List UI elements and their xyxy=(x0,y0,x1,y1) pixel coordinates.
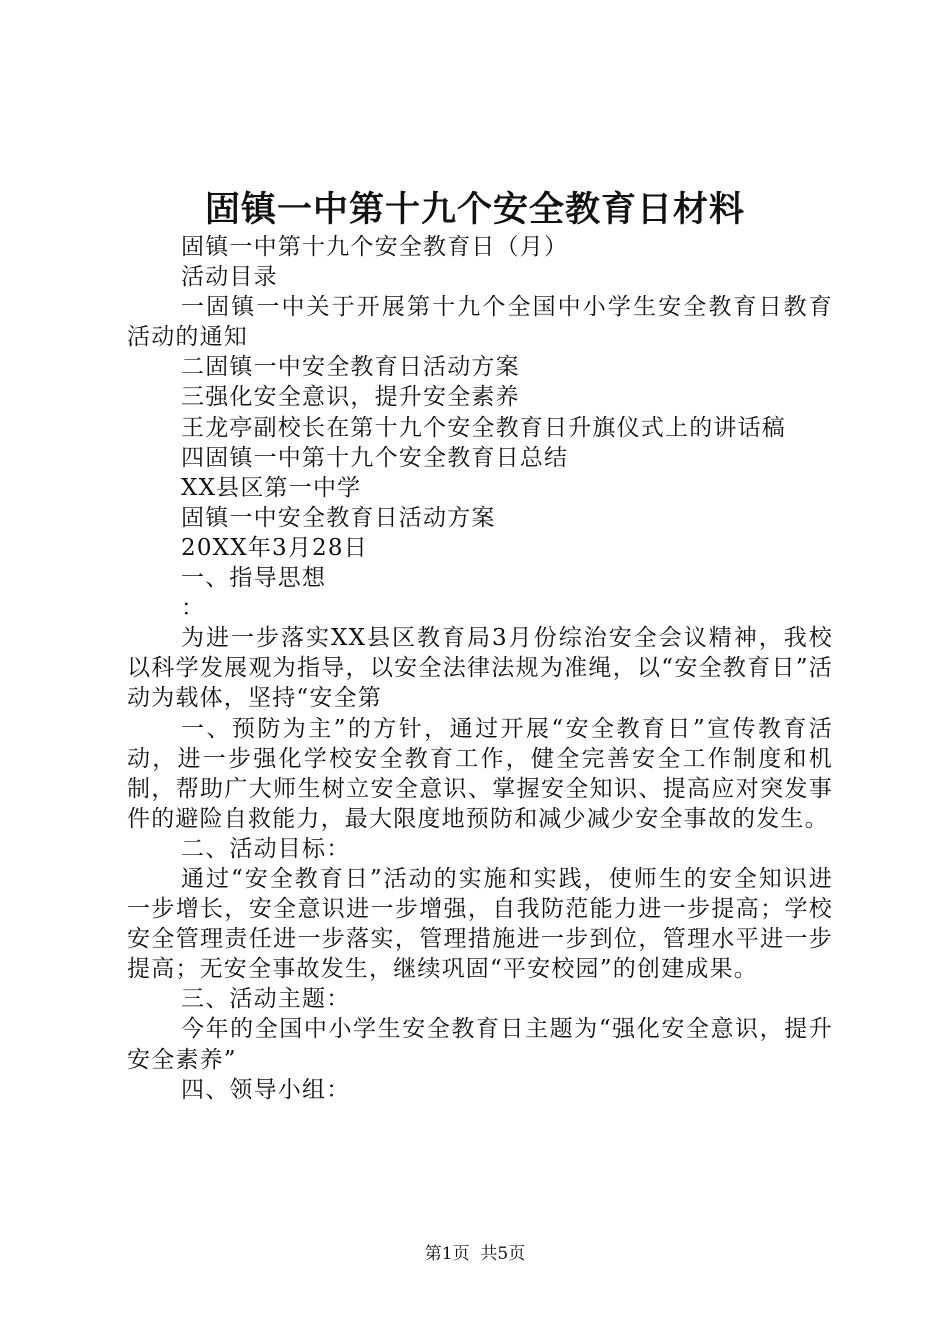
paragraph: 四、领导小组： xyxy=(181,1076,351,1103)
paragraph: XX县区第一中学 xyxy=(181,474,362,501)
paragraph: 四固镇一中第十九个安全教育日总结 xyxy=(181,444,569,471)
paragraph: 为进一步落实XX县区教育局3月份综治安全会议精神，我校以科学发展观为指导，以安全法律法规为准绳，以“安全教育日”活动为载体，坚持“安全第 xyxy=(127,625,833,712)
page-footer: 第1页 共5页 xyxy=(424,1244,526,1264)
paragraph: ： xyxy=(181,595,206,622)
paragraph: 通过“安全教育日”活动的实施和实践，使师生的安全知识进一步增长，安全意识进一步增强，自我防范能力进一步提高；学校安全管理责任进一步落实，管理措施进一步到位，管理水平进一步提高；无安全事故发生，继续巩固“平安校园”的创建成果。 xyxy=(127,865,833,983)
paragraph: 二、活动目标： xyxy=(181,835,351,862)
paragraph: 一固镇一中关于开展第十九个全国中小学生安全教育日教育活动的通知 xyxy=(127,294,833,351)
paragraph: 二固镇一中安全教育日活动方案 xyxy=(181,354,520,381)
paragraph: 王龙亭副校长在第十九个安全教育日升旗仪式上的讲话稿 xyxy=(181,414,786,441)
paragraph: 20XX年3月28日 xyxy=(181,534,368,561)
paragraph: 三、活动主题： xyxy=(181,986,351,1013)
paragraph: 三强化安全意识，提升安全素养 xyxy=(181,384,520,411)
paragraph: 固镇一中安全教育日活动方案 xyxy=(181,504,496,531)
document-title: 固镇一中第十九个安全教育日材料 xyxy=(204,189,745,230)
paragraph: 今年的全国中小学生安全教育日主题为“强化安全意识，提升安全素养” xyxy=(127,1016,833,1073)
paragraph: 活动目录 xyxy=(181,264,278,291)
document-body xyxy=(127,232,833,1105)
paragraph: 一、指导思想 xyxy=(181,565,327,592)
paragraph: 固镇一中第十九个安全教育日（月） xyxy=(181,234,569,260)
paragraph: 一、预防为主”的方针，通过开展“安全教育日”宣传教育活动，进一步强化学校安全教育工作，健全完善安全工作制度和机制，帮助广大师生树立安全意识、掌握安全知识、提高应对突发事件的避险自救能力，最大限度地预防和减少减少安全事故的发生。 xyxy=(127,715,833,832)
